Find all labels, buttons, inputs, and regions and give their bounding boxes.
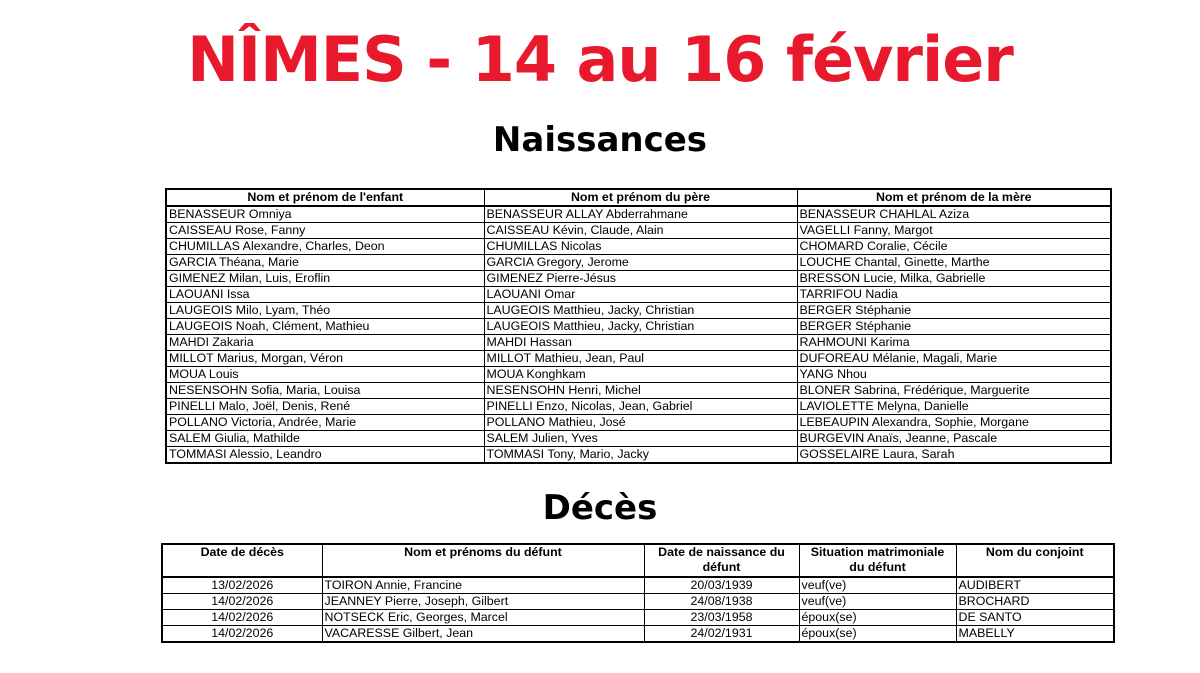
table-cell: NESENSOHN Henri, Michel: [484, 383, 797, 399]
table-row: [166, 447, 1111, 464]
column-header-situation: Situation matrimoniale du défunt: [799, 544, 956, 577]
table-cell: GARCIA Théana, Marie: [166, 255, 484, 271]
table-cell: JEANNEY Pierre, Joseph, Gilbert: [322, 594, 644, 610]
table-row: [166, 255, 1111, 271]
naissances-table: [165, 188, 1112, 464]
table-cell: SALEM Giulia, Mathilde: [166, 431, 484, 447]
table-cell: 13/02/2026: [162, 577, 322, 594]
table-cell: GARCIA Gregory, Jerome: [484, 255, 797, 271]
table-cell: PINELLI Enzo, Nicolas, Jean, Gabriel: [484, 399, 797, 415]
table-cell: MABELLY: [956, 626, 1114, 643]
table-cell: LAVIOLETTE Melyna, Danielle: [797, 399, 1111, 415]
table-cell: GIMENEZ Pierre-Jésus: [484, 271, 797, 287]
table-row: [166, 239, 1111, 255]
column-header-nom-defunt: Nom et prénoms du défunt: [322, 544, 644, 577]
table-cell: YANG Nhou: [797, 367, 1111, 383]
table-cell: TOMMASI Tony, Mario, Jacky: [484, 447, 797, 464]
table-cell: LAUGEOIS Noah, Clément, Mathieu: [166, 319, 484, 335]
table-cell: LEBEAUPIN Alexandra, Sophie, Morgane: [797, 415, 1111, 431]
table-row: [166, 415, 1111, 431]
table-cell: LAUGEOIS Matthieu, Jacky, Christian: [484, 303, 797, 319]
column-header-conjoint: Nom du conjoint: [956, 544, 1114, 577]
table-cell: 24/08/1938: [644, 594, 799, 610]
table-cell: BENASSEUR CHAHLAL Aziza: [797, 206, 1111, 223]
table-cell: 23/03/1958: [644, 610, 799, 626]
deces-table: [161, 543, 1115, 643]
table-row: [166, 287, 1111, 303]
table-cell: BRESSON Lucie, Milka, Gabrielle: [797, 271, 1111, 287]
table-cell: époux(se): [799, 626, 956, 643]
table-cell: MILLOT Marius, Morgan, Véron: [166, 351, 484, 367]
table-cell: LAUGEOIS Milo, Lyam, Théo: [166, 303, 484, 319]
table-cell: CHUMILLAS Nicolas: [484, 239, 797, 255]
table-cell: 14/02/2026: [162, 610, 322, 626]
table-cell: VACARESSE Gilbert, Jean: [322, 626, 644, 643]
table-cell: CHUMILLAS Alexandre, Charles, Deon: [166, 239, 484, 255]
table-cell: CAISSEAU Rose, Fanny: [166, 223, 484, 239]
table-cell: NOTSECK Eric, Georges, Marcel: [322, 610, 644, 626]
table-cell: POLLANO Victoria, Andrée, Marie: [166, 415, 484, 431]
table-cell: MAHDI Zakaria: [166, 335, 484, 351]
table-cell: 14/02/2026: [162, 594, 322, 610]
table-cell: veuf(ve): [799, 594, 956, 610]
table-cell: AUDIBERT: [956, 577, 1114, 594]
table-cell: GOSSELAIRE Laura, Sarah: [797, 447, 1111, 464]
table-cell: veuf(ve): [799, 577, 956, 594]
table-cell: DE SANTO: [956, 610, 1114, 626]
table-cell: CAISSEAU Kévin, Claude, Alain: [484, 223, 797, 239]
column-header-pere: Nom et prénom du père: [484, 189, 797, 206]
table-cell: BURGEVIN Anaïs, Jeanne, Pascale: [797, 431, 1111, 447]
table-row: [166, 223, 1111, 239]
table-row: [166, 431, 1111, 447]
table-row: [166, 319, 1111, 335]
column-header-date-naissance: Date de naissance du défunt: [644, 544, 799, 577]
table-cell: BERGER Stéphanie: [797, 303, 1111, 319]
column-header-mere: Nom et prénom de la mère: [797, 189, 1111, 206]
table-cell: époux(se): [799, 610, 956, 626]
table-cell: CHOMARD Coralie, Cécile: [797, 239, 1111, 255]
table-cell: MOUA Konghkam: [484, 367, 797, 383]
table-cell: BERGER Stéphanie: [797, 319, 1111, 335]
table-header-row: [162, 544, 1114, 577]
table-cell: LOUCHE Chantal, Ginette, Marthe: [797, 255, 1111, 271]
table-row: [166, 399, 1111, 415]
table-cell: LAOUANI Issa: [166, 287, 484, 303]
table-cell: NESENSOHN Sofia, Maria, Louisa: [166, 383, 484, 399]
table-cell: 24/02/1931: [644, 626, 799, 643]
table-row: [162, 626, 1114, 643]
table-cell: TOMMASI Alessio, Leandro: [166, 447, 484, 464]
table-cell: MOUA Louis: [166, 367, 484, 383]
naissances-heading: Naissances: [492, 120, 708, 160]
table-row: [162, 577, 1114, 594]
table-cell: VAGELLI Fanny, Margot: [797, 223, 1111, 239]
table-row: [166, 367, 1111, 383]
table-row: [166, 303, 1111, 319]
table-cell: MAHDI Hassan: [484, 335, 797, 351]
table-cell: POLLANO Mathieu, José: [484, 415, 797, 431]
column-header-date-deces: Date de décès: [162, 544, 322, 577]
table-row: [166, 335, 1111, 351]
table-cell: LAOUANI Omar: [484, 287, 797, 303]
table-cell: GIMENEZ Milan, Luis, Eroflin: [166, 271, 484, 287]
table-row: [166, 206, 1111, 223]
table-cell: TARRIFOU Nadia: [797, 287, 1111, 303]
table-cell: DUFOREAU Mélanie, Magali, Marie: [797, 351, 1111, 367]
deces-heading: Décès: [542, 488, 658, 528]
table-cell: MILLOT Mathieu, Jean, Paul: [484, 351, 797, 367]
table-cell: TOIRON Annie, Francine: [322, 577, 644, 594]
table-row: [166, 271, 1111, 287]
table-cell: 14/02/2026: [162, 626, 322, 643]
table-header-row: [166, 189, 1111, 206]
page-title: NÎMES - 14 au 16 février: [187, 23, 1013, 96]
table-cell: BENASSEUR Omniya: [166, 206, 484, 223]
table-cell: LAUGEOIS Matthieu, Jacky, Christian: [484, 319, 797, 335]
table-row: [162, 594, 1114, 610]
table-cell: RAHMOUNI Karima: [797, 335, 1111, 351]
table-row: [166, 351, 1111, 367]
table-cell: PINELLI Malo, Joël, Denis, René: [166, 399, 484, 415]
table-cell: BLONER Sabrina, Frédérique, Marguerite: [797, 383, 1111, 399]
table-cell: BROCHARD: [956, 594, 1114, 610]
table-row: [166, 383, 1111, 399]
table-row: [162, 610, 1114, 626]
table-cell: SALEM Julien, Yves: [484, 431, 797, 447]
table-cell: 20/03/1939: [644, 577, 799, 594]
table-cell: BENASSEUR ALLAY Abderrahmane: [484, 206, 797, 223]
column-header-enfant: Nom et prénom de l'enfant: [166, 189, 484, 206]
